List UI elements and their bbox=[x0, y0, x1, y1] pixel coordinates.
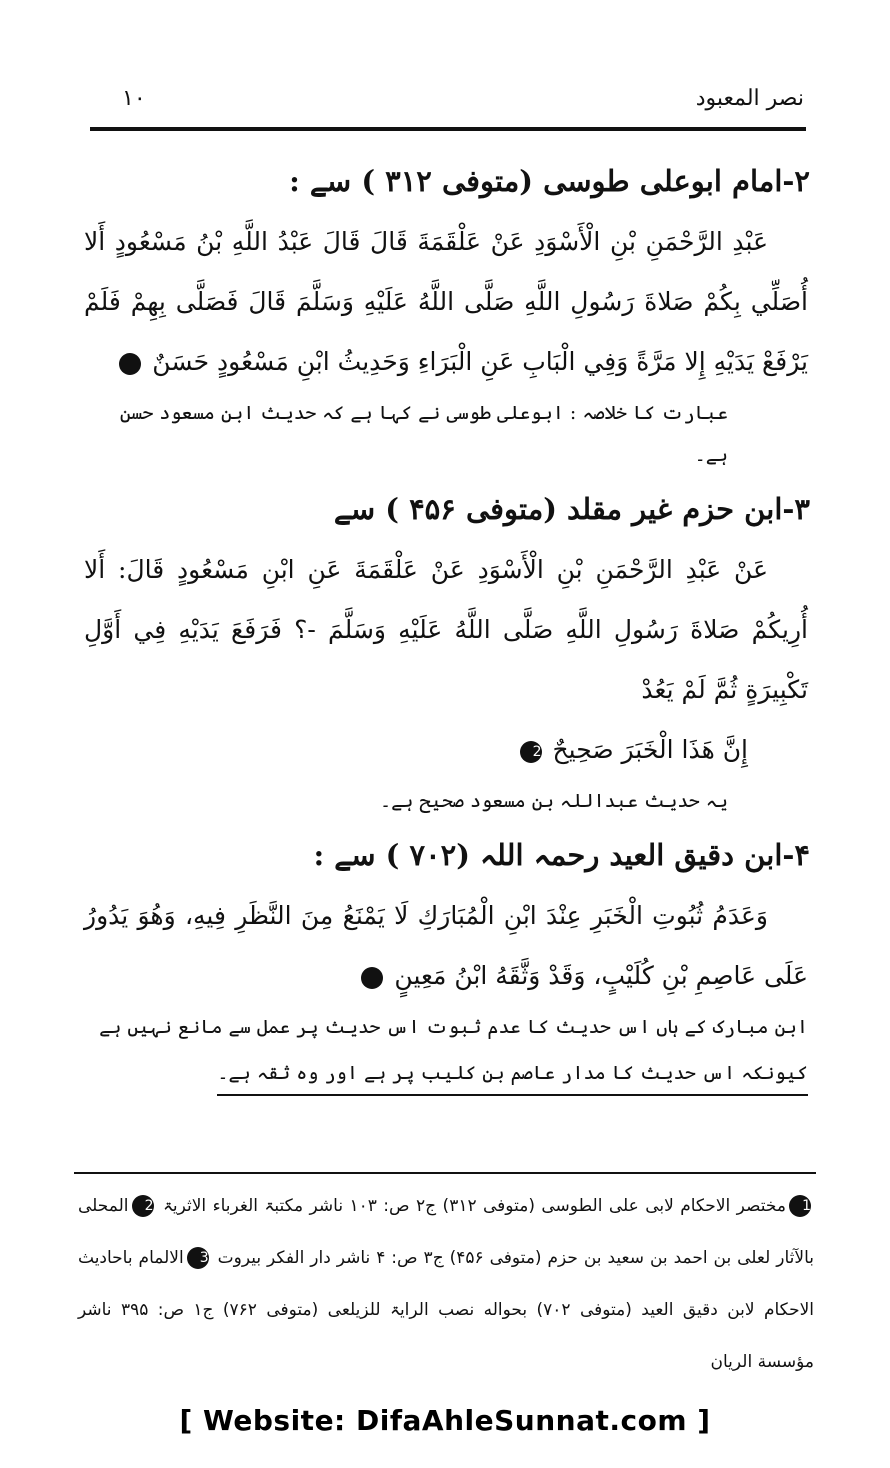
arabic-text: وَعَدَمُ ثُبُوتِ الْخَبَرِ عِنْدَ ابْنِ الْمُبَارَكِ لَا يَمْنَعُ مِنَ النَّظَرِ فِيهِ، وَهُوَ يَدُورُ عَلَى عَاصِمِ بْنِ كُلَيْبٍ، وَقَدْ وَثَّقَهُ ابْنُ مَعِينٍ 3 bbox=[84, 901, 808, 990]
section-heading-ibn-hazm: ۳-ابن حزم غیر مقلد (متوفی ۴۵۶ ) سے bbox=[333, 492, 810, 526]
footnote-text: الالمام باحادیث الاحکام لابن دقیق العید (متوفی ۷۰۲) بحواله نصب الرایۃ للزیلعی (متوفی ۷۶۲) ج۱ ص: ۳۹۵ ناشر مؤسسة الريان bbox=[78, 1248, 814, 1372]
website-link[interactable]: [ Website: DifaAhleSunnat.com ] bbox=[179, 1404, 711, 1437]
arabic-text: إِنَّ هَذَا الْخَبَرَ صَحِيحٌ 2 bbox=[84, 720, 808, 780]
summary-text: یہ حدیث عبداللہ بن مسعود صحیح ہے۔ bbox=[380, 790, 728, 812]
header-rule bbox=[90, 127, 806, 131]
footnote-text: مختصر الاحکام لابی علی الطوسی (متوفی ۳۱۲) ج۲ ص: ۱۰۳ ناشر مکتبۃ الغرباء الاثریۃ bbox=[162, 1196, 786, 1216]
page-header bbox=[90, 78, 804, 126]
book-title: نصر المعبود bbox=[695, 86, 804, 111]
footnote-marker: 3 bbox=[187, 1247, 209, 1269]
arabic-text: عَنْ عَبْدِ الرَّحْمَنِ بْنِ الْأَسْوَدِ عَنْ عَلْقَمَةَ عَنِ ابْنِ مَسْعُودٍ قَالَ: أَلا أُرِيكُمْ صَلاةَ رَسُولِ اللَّهِ صَلَّى اللَّهُ عَلَيْهِ وَسَلَّمَ -؟ فَرَفَعَ يَدَيْهِ فِي أَوَّلِ تَكْبِيرَةٍ ثُمَّ لَمْ يَعُدْ bbox=[84, 555, 808, 704]
page-number: ۱۰ bbox=[122, 86, 146, 111]
section-heading-abu-ali-tusi: ۲-امام ابوعلی طوسی (متوفی ۳۱۲ ) سے : bbox=[289, 164, 810, 198]
summary-text: ابن مبارک کے ہاں اس حدیث کا عدم ثبوت اس حدیث پر عمل سے مانع نہیں ہے bbox=[99, 1016, 808, 1038]
footnote-rule bbox=[74, 1172, 816, 1174]
summary-text: کیونکہ اس حدیث کا مدار عاصم بن کلیب پر ہے اور وہ ثقہ ہے۔ bbox=[217, 1052, 808, 1096]
section-heading-ibn-daqiq: ۴-ابن دقیق العید رحمہ اللہ (۷۰۲ ) سے : bbox=[313, 838, 810, 872]
footnote-text: المحلی بالآثار لعلی بن احمد بن سعید بن حزم (متوفی ۴۵۶) ج۳ ص: ۴ ناشر دار الفکر بیروت bbox=[78, 1196, 814, 1268]
footnote-marker: 3 bbox=[361, 967, 383, 989]
footnote-marker: 1 bbox=[119, 353, 141, 375]
footnotes bbox=[78, 1180, 814, 1388]
footnote-marker: 2 bbox=[520, 741, 542, 763]
footnote-marker: 2 bbox=[132, 1195, 154, 1217]
footnote-marker: 1 bbox=[789, 1195, 811, 1217]
arabic-text: عَبْدِ الرَّحْمَنِ بْنِ الْأَسْوَدِ عَنْ عَلْقَمَةَ قَالَ قَالَ عَبْدُ اللَّهِ بْنُ مَسْعُودٍ أَلا أُصَلِّي بِكُمْ صَلاةَ رَسُولِ اللَّهِ صَلَّى اللَّهُ عَلَيْهِ وَسَلَّمَ قَالَ فَصَلَّى بِهِمْ فَلَمْ يَرْفَعْ يَدَيْهِ إِلا مَرَّةً وَفِي الْبَابِ عَنِ الْبَرَاءِ وَحَدِيثُ ابْنِ مَسْعُودٍ حَسَنٌ 1 bbox=[84, 227, 808, 376]
page-content bbox=[74, 148, 818, 1100]
summary-text: عبارت کا خلاصہ : ابوعلی طوسی نے کہا ہے کہ حدیث ابن مسعود حسن ہے۔ bbox=[119, 402, 728, 466]
